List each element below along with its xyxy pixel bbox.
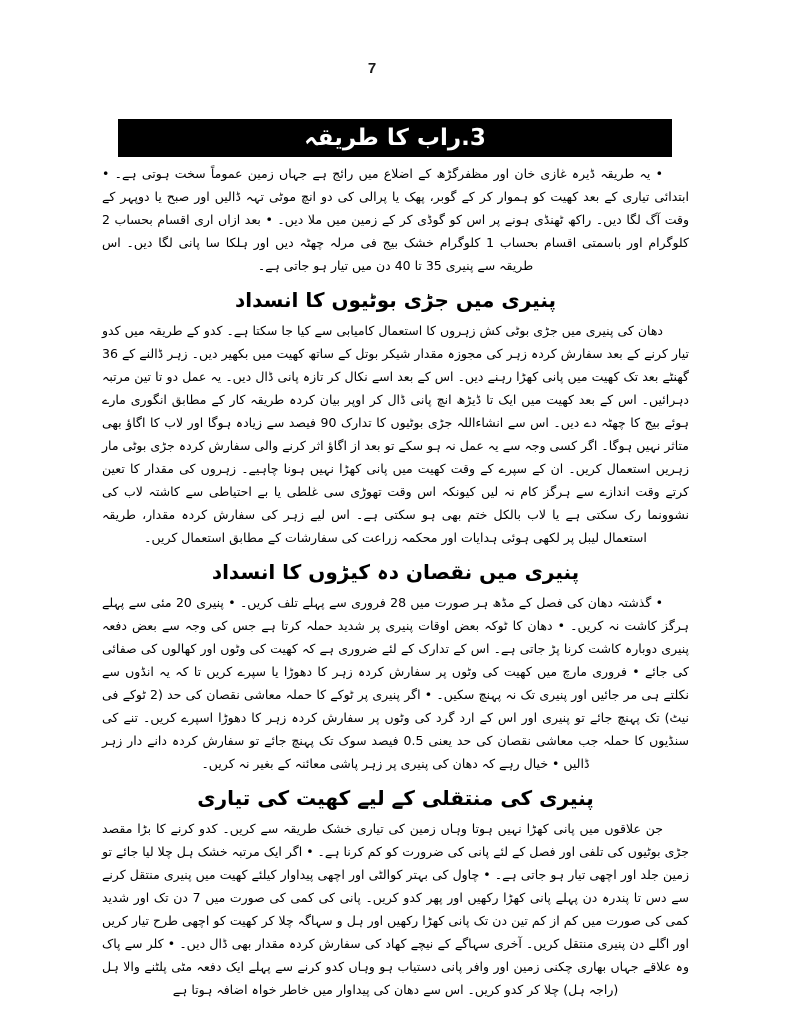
section-heading-field-preparation: پنیری کی منتقلی کے لیے کھیت کی تیاری [197,786,594,810]
section-heading-weed-control: پنیری میں جڑی بوٹیوں کا انسداد [234,288,556,312]
section-heading-pest-control: پنیری میں نقصان دہ کیڑوں کا انسداد [211,560,580,584]
chapter-banner [118,119,672,157]
page-number: 7 [367,60,377,77]
chapter-banner-title: 3.راب کا طریقہ [304,125,486,151]
section-body-weed-control: دھان کی پنیری میں جڑی بوٹی کش زہروں کا استعمال کامیابی سے کیا جا سکتا ہے۔ کدو کے طریقہ میں کدو تیار کرنے کے بعد سفارش کردہ زہر کی مجوزہ مقدار شیکر بوتل کے ساتھ کھیت میں بکھیر دیں۔ زہر ڈالنے کے 36 گھنٹے بعد تک کھیت میں پانی کھڑا رہنے دیں۔ اس کے بعد اسے نکال کر تازہ پانی ڈال دیں۔ یہ عمل دو تا تین مرتبہ دہرائیں۔ اس کے بعد کھیت میں ایک تا ڈیڑھ انچ پانی ڈال کر اوپر بیان کردہ طریقہ کار کے مطابق انگوری مارے ہوئے بیج کا چھٹہ دے دیں۔ اس سے انشاءاللہ جڑی بوٹیوں کا تدارک 90 فیصد سے زیادہ ہوگا اور لاب کا اگاؤ بھی متاثر نہیں ہوگا۔ اگر کسی وجہ سے یہ عمل نہ ہو سکے تو بعد از اگاؤ اثر کرنے والی سفارش کردہ جڑی بوٹی مار زہریں استعمال کریں۔ ان کے سپرے کے وقت کھیت میں پانی کھڑا نہیں ہونا چاہیے۔ زہروں کی مقدار کا تعین کرتے وقت اندازے سے ہرگز کام نہ لیں کیونکہ اس وقت تھوڑی سی غلطی یا بے احتیاطی سے کاشتہ لاب کی نشوونما رک سکتی ہے یا لاب بالکل ختم بھی ہو سکتی ہے۔ اس لیے زہر کی سفارش کردہ مقدار، طریقہ استعمال لیبل پر لکھی ہوئی ہدایات اور محکمہ زراعت کی سفارشات کے مطابق استعمال کریں۔ [102,323,689,545]
intro-paragraph: • یہ طریقہ ڈیرہ غازی خان اور مظفرگڑھ کے اضلاع میں رائج ہے جہاں زمین عموماً سخت ہوتی ہے۔ • ابتدائی تیاری کے بعد کھیت کو ہموار کر کے گوبر، پھک یا پرالی کی دو انچ موٹی تہہ ڈالیں اور صبح یا دوپہر کے وقت آگ لگا دیں۔ راکھ ٹھنڈی ہونے پر اس کو گوڈی کر کے زمین میں ملا دیں۔ • بعد ازاں اری اقسام بحساب 2 کلوگرام اور باسمتی اقسام بحساب 1 کلوگرام خشک بیج فی مرلہ چھٹہ دیں اور ہلکا سا پانی لگا دیں۔ اس طریقہ سے پنیری 35 تا 40 دن میں تیار ہو جاتی ہے۔ [102,166,689,273]
section-body-field-preparation: جن علاقوں میں پانی کھڑا نہیں ہوتا وہاں زمین کی تیاری خشک طریقہ سے کریں۔ کدو کرنے کا بڑا مقصد جڑی بوٹیوں کی تلفی اور فصل کے لئے پانی کی ضرورت کو کم کرنا ہے۔ • اگر ایک مرتبہ خشک ہل چلا لیا جائے تو زمین جلد اور اچھی تیار ہو جاتی ہے۔ • چاول کی بہتر کوالٹی اور اچھی پیداوار کیلئے کھیت میں پنیری منتقل کرنے سے دس تا پندرہ دن پہلے پانی کھڑا رکھیں اور پھر کدو کریں۔ پانی کی کمی کی صورت میں 7 دن تک اور شدید کمی کی صورت میں کم از کم تین دن تک پانی کھڑا رکھیں اور ہل و سہاگہ چلا کر کھیت کو اچھی طرح تیار کریں اور اگلے دن پنیری منتقل کریں۔ آخری سہاگے کے نیچے کھاد کی سفارش کردہ مقدار بھی ڈال دیں۔ • کلر سے پاک وہ علاقے جہاں بھاری چکنی زمین اور وافر پانی دستیاب ہو وہاں کدو کرنے سے پہلے ایک دفعہ مٹی پلٹنے والا ہل (راجہ ہل) چلا کر کدو کریں۔ اس سے دھان کی پیداوار میں خاطر خواہ اضافہ ہوتا ہے [102,821,690,997]
page-content [102,162,689,1001]
section-body-pest-control: • گذشتہ دھان کی فصل کے مڈھ ہر صورت میں 28 فروری سے پہلے تلف کریں۔ • پنیری 20 مئی سے پہلے ہرگز کاشت نہ کریں۔ • دھان کا ٹوکہ بعض اوقات پنیری پر شدید حملہ کرتا ہے جس کی وجہ سے بعض دفعہ پنیری دوبارہ کاشت کرنا پڑ جاتی ہے۔ اس کے تدارک کے لئے ضروری ہے کہ کھیت کی وٹوں اور کھالوں کی صفائی کی جائے • فروری مارچ میں کھیت کی وٹوں پر سفارش کردہ زہر کا دھوڑا یا سپرے کریں تا کہ یہ انڈوں سے نکلتے ہی مر جائیں اور پنیری تک نہ پہنچ سکیں۔ • اگر پنیری پر ٹوکے کا حملہ معاشی نقصان کی حد (2 ٹوکے فی نیٹ) تک پہنچ جائے تو پنیری اور اس کے ارد گرد کی وٹوں پر سفارش کردہ زہر کا دھوڑا اسپرے کریں۔ تنے کی سنڈیوں کا حملہ جب معاشی نقصان کی حد یعنی 0.5 فیصد سوک تک پہنچ جائے تو سفارش کردہ دانے دار زہر ڈالیں • خیال رہے کہ دھان کی پنیری پر زہر پاشی معائنہ کے بغیر نہ کریں۔ [102,595,689,771]
